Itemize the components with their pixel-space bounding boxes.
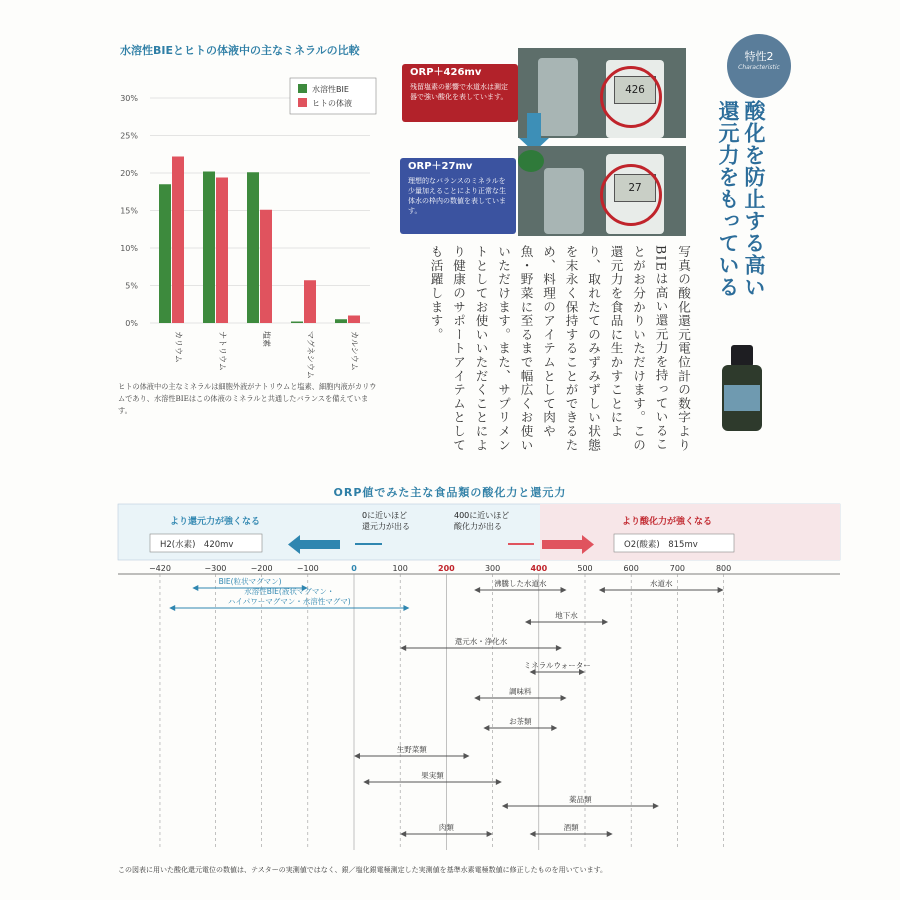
x-category-label: カリウム bbox=[174, 331, 183, 363]
h2-label: H2(水素) 420mv bbox=[160, 540, 234, 550]
feature-title-line2: 還元力をもっている bbox=[716, 100, 741, 298]
orp-tick-label: 800 bbox=[715, 564, 732, 573]
y-tick-label: 25% bbox=[120, 131, 138, 141]
x-category-label: カルシウム bbox=[350, 331, 359, 371]
legend-swatch bbox=[298, 84, 307, 93]
range-arrow-right-icon bbox=[556, 645, 562, 651]
product-bottle-image bbox=[720, 345, 764, 433]
range-label: ハイパワーマグマン・水溶性マグマ) bbox=[227, 597, 351, 606]
right-arrow-shaft-icon bbox=[542, 540, 582, 549]
range-arrow-right-icon bbox=[607, 831, 613, 837]
range-arrow-left-icon bbox=[483, 725, 489, 731]
orp-callout-426 bbox=[402, 64, 518, 122]
orp-tick-label: −300 bbox=[204, 564, 227, 573]
range-arrow-left-icon bbox=[363, 779, 369, 785]
range-arrow-left-icon bbox=[525, 619, 531, 625]
range-label: 還元水・浄化水 bbox=[454, 637, 508, 646]
orp-value-27: ORP＋27mv bbox=[408, 161, 473, 172]
orp-tick-label: 500 bbox=[577, 564, 593, 573]
range-label: 沸騰した水道水 bbox=[494, 579, 547, 588]
orp-text-426: 残留塩素の影響で水道水は測定器で強い酸化を表しています。 bbox=[410, 83, 508, 101]
range-arrow-right-icon bbox=[496, 779, 502, 785]
range-arrow-left-icon bbox=[192, 585, 198, 591]
orp-tick-label: 100 bbox=[392, 564, 408, 573]
range-arrow-right-icon bbox=[718, 587, 724, 593]
orp-tick-label: −420 bbox=[148, 564, 171, 573]
photo-tapwater-measurement bbox=[518, 48, 686, 138]
orp-value-426: ORP＋426mv bbox=[410, 67, 482, 78]
y-tick-label: 10% bbox=[120, 244, 138, 253]
range-label: 生野菜類 bbox=[396, 745, 427, 754]
bar-bie-1 bbox=[203, 172, 215, 324]
orp-tick-label: −200 bbox=[250, 564, 273, 573]
y-tick-label: 15% bbox=[120, 206, 138, 216]
range-arrow-right-icon bbox=[561, 695, 567, 701]
orp-tick-label: 300 bbox=[484, 564, 501, 573]
y-tick-label: 20% bbox=[120, 169, 138, 178]
range-label: BIE(粒状マグマン) bbox=[218, 577, 282, 586]
bar-body-3 bbox=[304, 280, 316, 323]
legend-swatch bbox=[298, 98, 307, 107]
note-400: 400に近いほど bbox=[454, 511, 510, 520]
orp-tick-label: 400 bbox=[530, 564, 548, 573]
lcd-reading-2: 27 bbox=[614, 174, 656, 202]
range-arrow-right-icon bbox=[464, 753, 470, 759]
feature-title-line1: 酸化を防止する高い bbox=[742, 100, 767, 298]
range-arrow-right-icon bbox=[653, 803, 659, 809]
bar-bie-3 bbox=[291, 322, 303, 324]
y-tick-label: 5% bbox=[125, 281, 138, 291]
legend-box bbox=[290, 78, 376, 114]
legend-label: 水溶性BIE bbox=[312, 85, 349, 94]
range-label: 肉類 bbox=[438, 823, 454, 832]
x-category-label: マグネシウム bbox=[306, 331, 315, 379]
bar-body-1 bbox=[216, 178, 228, 324]
range-arrow-left-icon bbox=[530, 831, 536, 837]
orp-section-title: ORP値でみた主な食品類の酸化力と還元力 bbox=[333, 486, 567, 499]
note-zero: 還元力が出る bbox=[362, 522, 410, 531]
bar-body-4 bbox=[348, 316, 360, 324]
orp-tick-label: 0 bbox=[351, 564, 357, 573]
left-banner: より還元力が強くなる bbox=[170, 517, 261, 527]
mineral-bar-chart bbox=[110, 70, 390, 380]
orp-range-chart bbox=[110, 500, 850, 860]
orp-text-27: 理想的なバランスのミネラルを少量加えることにより正常な生体水の枠内の数値を表しています。 bbox=[408, 177, 506, 215]
bar-body-2 bbox=[260, 210, 272, 323]
chart-caption: ヒトの体液中の主なミネラルは細胞外液がナトリウムと塩素、細胞内液がカリウムであり、水溶性BIEはこの体液のミネラルと共通したバランスを備えています。 bbox=[118, 382, 377, 415]
range-arrow-right-icon bbox=[551, 725, 557, 731]
feature-badge bbox=[727, 34, 791, 98]
range-arrow-right-icon bbox=[487, 831, 493, 837]
range-arrow-left-icon bbox=[474, 695, 480, 701]
o2-label: O2(酸素) 815mv bbox=[624, 540, 698, 550]
range-arrow-right-icon bbox=[602, 619, 608, 625]
range-arrow-left-icon bbox=[502, 803, 508, 809]
range-label: 果実類 bbox=[421, 771, 444, 780]
range-label: 地下水 bbox=[555, 611, 578, 620]
orp-tick-label: 700 bbox=[669, 564, 686, 573]
range-label: お茶類 bbox=[509, 717, 532, 726]
note-400: 酸化力が出る bbox=[454, 522, 502, 531]
note-zero: 0に近いほど bbox=[362, 511, 408, 520]
range-label: ミネラルウォーター bbox=[523, 661, 591, 670]
bar-body-0 bbox=[172, 157, 184, 324]
bar-bie-4 bbox=[335, 319, 347, 323]
bar-bie-2 bbox=[247, 172, 259, 323]
range-label: 薬品類 bbox=[569, 795, 592, 804]
range-arrow-right-icon bbox=[403, 605, 409, 611]
range-label: 水溶性BIE(液状マグマン・ bbox=[244, 587, 335, 596]
orp-callout-27 bbox=[400, 158, 516, 234]
chart-title: 水溶性BIEとヒトの体液中の主なミネラルの比較 bbox=[120, 44, 360, 57]
orp-tick-label: 600 bbox=[623, 564, 639, 573]
range-label: 調味料 bbox=[509, 687, 532, 696]
range-arrow-left-icon bbox=[400, 831, 406, 837]
down-arrow-icon bbox=[527, 113, 541, 141]
range-arrow-left-icon bbox=[400, 645, 406, 651]
range-arrow-left-icon bbox=[474, 587, 480, 593]
range-arrow-right-icon bbox=[561, 587, 567, 593]
orp-tick-label: 200 bbox=[438, 564, 455, 573]
orp-tick-label: −100 bbox=[296, 564, 319, 573]
range-arrow-left-icon bbox=[354, 753, 360, 759]
range-label: 水道水 bbox=[649, 579, 673, 588]
x-category-label: 塩素 bbox=[262, 331, 271, 347]
bar-bie-0 bbox=[159, 184, 171, 323]
feature-badge-sub: Characteristic bbox=[738, 64, 780, 71]
right-banner: より酸化力が強くなる bbox=[622, 517, 713, 527]
feature-badge-label: 特性2 bbox=[744, 50, 774, 63]
range-label: 酒類 bbox=[563, 823, 579, 832]
feature-body-text: 写真の酸化還元電位計の数字よりBIEは高い還元力を持っていることがお分かりいただけます。この還元力を食品に生かすことにより、取れたてのみずみずしい状態を末永く保持することができるため、料理のアイテムとして肉や魚・野菜に至るまで幅広くお使いいただけます。また、サプリメントとしてお使いいただくことにより健康のサポートアイテムとしても活躍します。 bbox=[428, 245, 691, 452]
legend-label: ヒトの体液 bbox=[312, 99, 352, 108]
y-tick-label: 0% bbox=[125, 319, 138, 328]
lcd-reading-1: 426 bbox=[614, 76, 656, 104]
photo-mineral-water-measurement bbox=[518, 146, 686, 236]
y-tick-label: 30% bbox=[120, 94, 138, 103]
feature-title bbox=[715, 100, 767, 310]
range-arrow-left-icon bbox=[599, 587, 605, 593]
x-category-label: ナトリウム bbox=[218, 331, 227, 371]
range-arrow-left-icon bbox=[169, 605, 175, 611]
left-arrow-shaft-icon bbox=[300, 540, 340, 549]
footnote: この図表に用いた酸化還元電位の数値は、テスターの実測値ではなく、銀／塩化銀電極測定した実測値を基準水素電極数値に修正したものを用いています。 bbox=[118, 866, 608, 874]
